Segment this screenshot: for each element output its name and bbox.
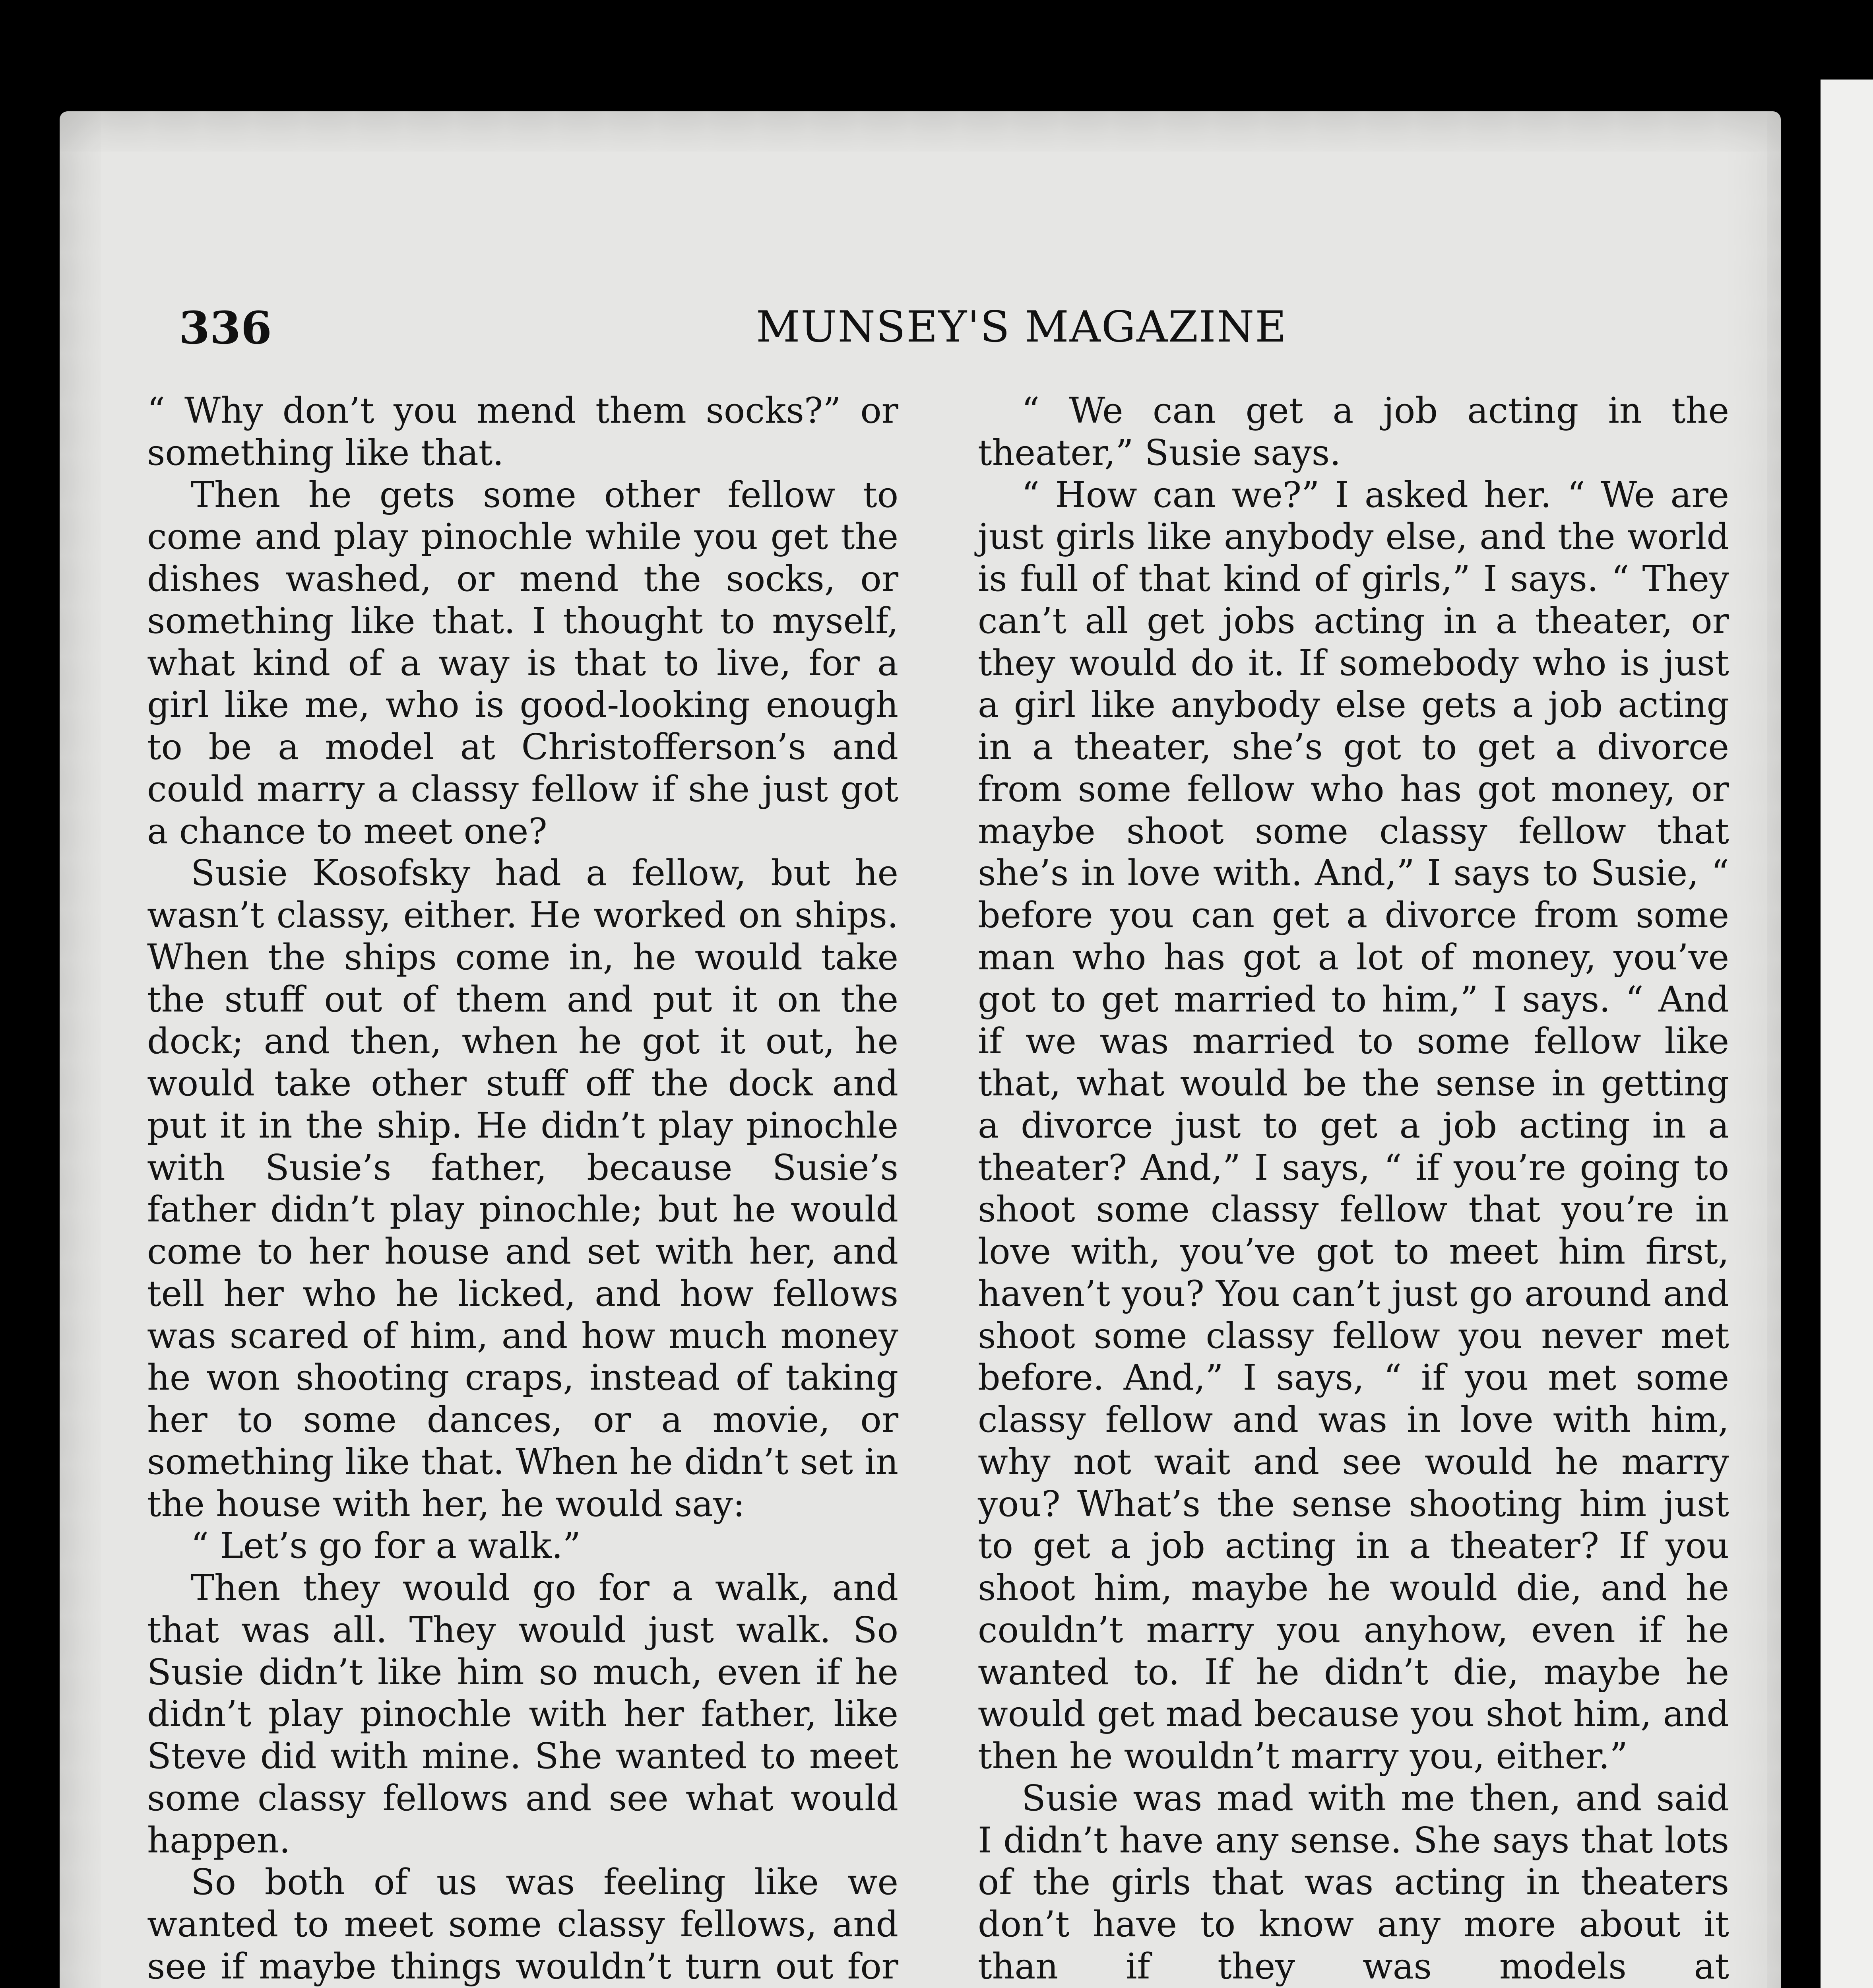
paragraph: “ How can we?” I asked her. “ We are just girls like anybody else, and the world is full of that kind of girls,” I says. “ They can’t all get jobs acting in a theater, or they would do it. If somebody who is just a girl like anybody else gets a job acting in a theater, she’s got to get a divorce from some fellow who has got money, or maybe shoot some classy fellow that she’s in love with. And,” I says to Susie, “ before you can get a divorce from some man who has got a lot of money, you’ve got to get married to him,” I says. “ And if we was married to some fellow like that, what would be the sense in getting a divorce just to get a job acting in a theater? And,” I says, “ if you’re going to shoot some classy fellow that you’re in love with, you’ve got to meet him first, haven’t you? You can’t just go around and shoot some classy fellow you never met before. And,” I says, “ if you met some classy fellow and was in love with him, why not wait and see would he marry you? What’s the sense shooting him just to get a job acting in a theater? If you shoot him, maybe he would die, and he couldn’t marry you anyhow, even if he wanted to. If he didn’t die, maybe he would get mad because you shot him, and then he wouldn’t marry you, either.”	[978, 474, 1729, 1776]
paragraph: “ Why don’t you mend them socks?” or something like that.	[147, 390, 898, 473]
paragraph: Then they would go for a walk, and that was all. They would just walk. So Susie didn’t like him so much, even if he didn’t play pinochle with her father, like Steve did with mine. She wanted to meet some classy fellows and see what would happen.	[147, 1567, 898, 1861]
paragraph: “ Let’s go for a walk.”	[191, 1525, 581, 1567]
paragraph: Susie Kosofsky had a fellow, but he wasn’t classy, either. He worked on ships. When the ships come in, he would take the stuff out of them and put it on the dock; and then, when he got it out, he would take other stuff off the dock and put it in the ship. He didn’t play pinochle with Susie’s father, because Susie’s father didn’t play pinochle; but he would come to her house and set with her, and tell her who he licked, and how fellows was scared of him, and how much money he won shooting craps, instead of taking her to some dances, or a movie, or something like that. When he didn’t set in the house with her, he would say:	[147, 852, 898, 1524]
running-title: MUNSEY'S MAGAZINE	[756, 302, 1287, 352]
page-header	[179, 302, 1761, 370]
paragraph: So both of us was feeling like we wanted to meet some classy fellows, and see if maybe things wouldn’t turn out for	[147, 1862, 898, 1987]
right-column	[978, 390, 1729, 1988]
page-number: 336	[179, 302, 272, 354]
paragraph: “ We can get a job acting in the theater,” Susie says.	[978, 390, 1729, 473]
facing-page-edge	[1821, 80, 1873, 1988]
left-column	[147, 390, 898, 1988]
text-columns	[147, 390, 1729, 1988]
paragraph: Then he gets some other fellow to come and play pinochle while you get the dishes washed, or mend the socks, or something like that. I thought to myself, what kind of a way is that to live, for a girl like me, who is good-looking enough to be a model at Christofferson’s and could marry a classy fellow if she just got a chance to meet one?	[147, 474, 898, 852]
paragraph: Susie was mad with me then, and said I didn’t have any sense. She says that lots of the girls that was acting in theaters don’t have to know any more about it than if they was models at	[978, 1777, 1729, 1987]
